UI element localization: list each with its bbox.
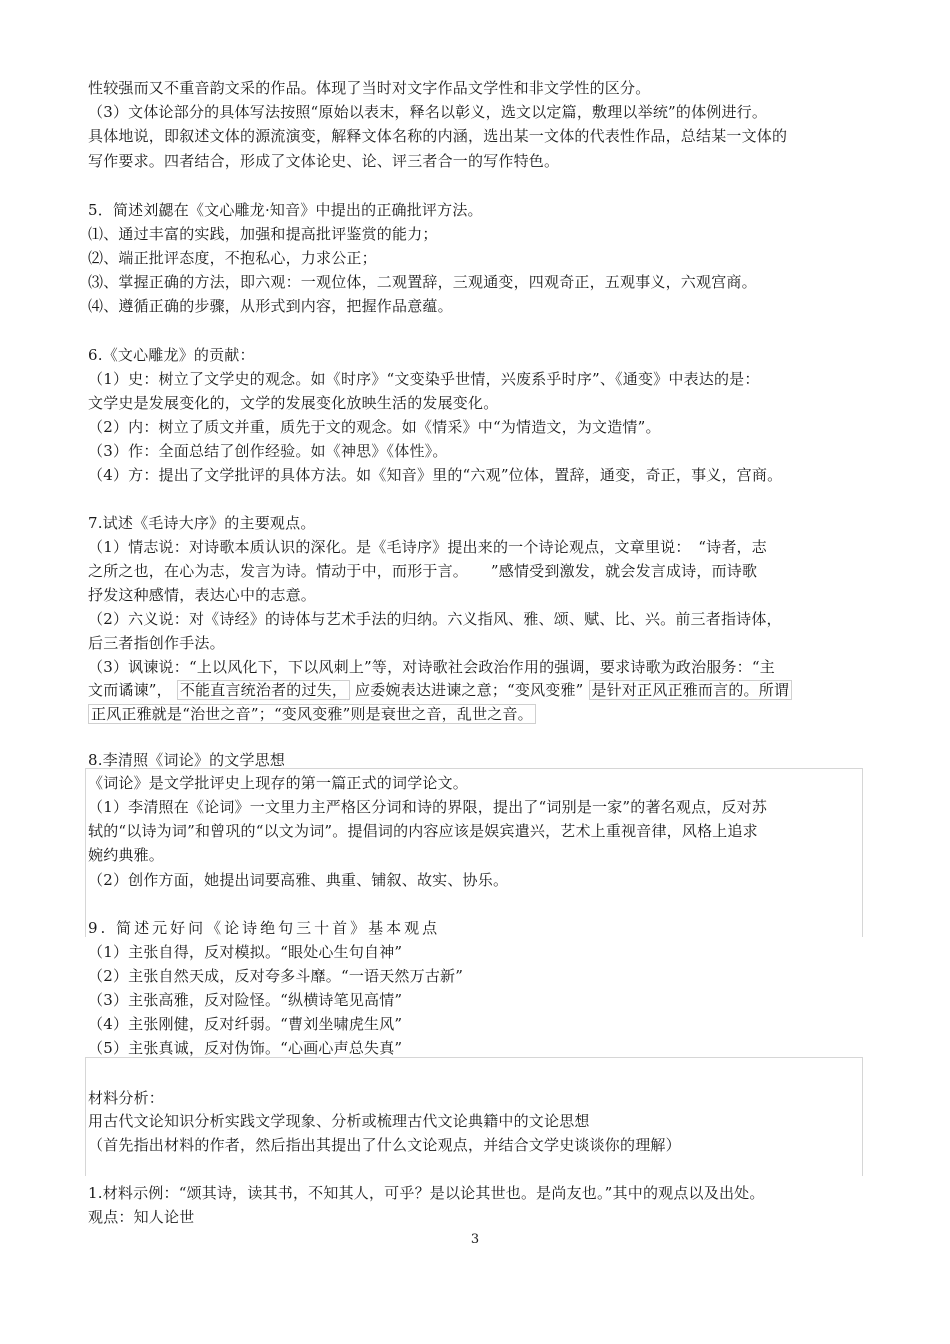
section-8-item: 婉约典雅。 xyxy=(88,846,165,864)
section-6-title: 6.《文心雕龙》的贡献： xyxy=(88,346,255,364)
section-8-item: 《词论》是文学批评史上现存的第一篇正式的词学论文。 xyxy=(88,774,469,792)
section-7-item: （1）情志说：对诗歌本质认识的深化。是《毛诗序》提出来的一个诗论观点，文章里说： “诗者，志 xyxy=(88,538,767,556)
section-7-item: 抒发这种感情，表达心中的志意。 xyxy=(88,586,317,604)
intro-line: 写作要求。四者结合，形成了文体论史、论、评三者合一的写作特色。 xyxy=(88,152,560,170)
section-7-title: 7.试述《毛诗大序》的主要观点。 xyxy=(88,514,316,532)
section-7-item: （3）讽谏说：“上以风化下，下以风刺上”等，对诗歌社会政治作用的强调，要求诗歌为政治服务：“主 xyxy=(88,658,775,676)
text-fragment: 文而谲谏”， xyxy=(88,681,172,699)
section-5-item: ⑷、遵循正确的步骤，从形式到内容，把握作品意蕴。 xyxy=(88,297,453,315)
example-line: 观点：知人论世 xyxy=(88,1208,195,1226)
highlighted-fragment: 不能直言统治者的过失， xyxy=(177,680,350,700)
highlighted-fragment: 是针对正风正雅而言的。所谓 xyxy=(589,680,793,700)
section-8-item: （2）创作方面，她提出词要高雅、典重、铺叙、故实、协乐。 xyxy=(88,871,509,889)
section-7-item: 后三者指创作手法。 xyxy=(88,634,225,652)
intro-line: 具体地说，即叙述文体的源流演变，解释文体名称的内涵，选出某一文体的代表性作品，总结某一文体的 xyxy=(88,127,788,145)
section-9-item: （5）主张真诚，反对伪饰。“心画心声总失真” xyxy=(88,1039,403,1057)
section-9-item: （2）主张自然天成，反对夸多斗靡。“一语天然万古新” xyxy=(88,967,464,985)
material-title: 材料分析： xyxy=(88,1089,165,1107)
intro-line: （3）文体论部分的具体写法按照“原始以表末，释名以彰义，选文以定篇，敷理以举统”的体例进行。 xyxy=(88,103,768,121)
material-line: 用古代文论知识分析实践文学现象、分析或梳理古代文论典籍中的文论思想 xyxy=(88,1112,590,1130)
section-7-item xyxy=(88,702,536,726)
section-6-item: （1）史：树立了文学史的观念。如《时序》“文变染乎世情，兴废系乎时序”、《通变》中表达的是： xyxy=(88,370,760,388)
section-6-item: （4）方：提出了文学批评的具体方法。如《知音》里的“六观”位体，置辞，通变，奇正，事义，宫商。 xyxy=(88,466,783,484)
section-8-title: 8.李清照《词论》的文学思想 xyxy=(88,751,286,769)
section-6-item: （3）作：全面总结了创作经验。如《神思》《体性》。 xyxy=(88,442,448,460)
text-fragment: 应委婉表达进谏之意；“变风变雅” xyxy=(355,681,584,699)
section-6-item: 文学史是发展变化的，文学的发展变化放映生活的发展变化。 xyxy=(88,394,499,412)
section-9-item: （1）主张自得，反对模拟。“眼处心生句自神” xyxy=(88,943,403,961)
section-7-item-boxed-line xyxy=(88,678,792,702)
section-8-item: 轼的“以诗为词”和曾巩的“以文为词”。提倡词的内容应该是娱宾遣兴，艺术上重视音律，风格上追求 xyxy=(88,822,758,840)
section-9-item: （3）主张高雅，反对险怪。“纵横诗笔见高情” xyxy=(88,991,403,1009)
section-5-item: ⑵、端正批评态度，不抱私心，力求公正； xyxy=(88,249,377,267)
section-7-item: 之所之也，在心为志，发言为诗。情动于中，而形于言。 ”感情受到激发，就会发言成诗，而诗歌 xyxy=(88,562,758,580)
section-5-item: ⑴、通过丰富的实践，加强和提高批评鉴赏的能力； xyxy=(88,225,438,243)
page-number: 3 xyxy=(470,1232,480,1247)
section-5-item: ⑶、掌握正确的方法，即六观：一观位体，二观置辞，三观通变，四观奇正，五观事义，六观宫商。 xyxy=(88,273,757,291)
section-9-item: （4）主张刚健，反对纤弱。“曹刘坐啸虎生风” xyxy=(88,1015,403,1033)
section-7-item: （2）六义说：对《诗经》的诗体与艺术手法的归纳。六义指风、雅、颂、赋、比、兴。前三者指诗体， xyxy=(88,610,782,628)
intro-line: 性较强而又不重音韵文采的作品。体现了当时对文字作品文学性和非文学性的区分。 xyxy=(88,79,651,97)
highlighted-fragment: 正风正雅就是“治世之音”；“变风变雅”则是衰世之音，乱世之音。 xyxy=(88,704,536,724)
section-9-title: 9. 简述元好问《论诗绝句三十首》基本观点 xyxy=(88,919,441,937)
section-6-item: （2）内：树立了质文并重，质先于文的观念。如《情采》中“为情造文，为文造情”。 xyxy=(88,418,661,436)
material-line: （首先指出材料的作者，然后指出其提出了什么文论观点，并结合文学史谈谈你的理解） xyxy=(88,1136,681,1154)
section-8-item: （1）李清照在《论词》一文里力主严格区分词和诗的界限，提出了“词别是一家”的著名观点，反对苏 xyxy=(88,798,768,816)
section-5-title: 5．简述刘勰在《文心雕龙·知音》中提出的正确批评方法。 xyxy=(88,201,483,219)
example-line: 1.材料示例：“颂其诗，读其书，不知其人，可乎？是以论其世也。是尚友也。”其中的观点以及出处。 xyxy=(88,1184,765,1202)
